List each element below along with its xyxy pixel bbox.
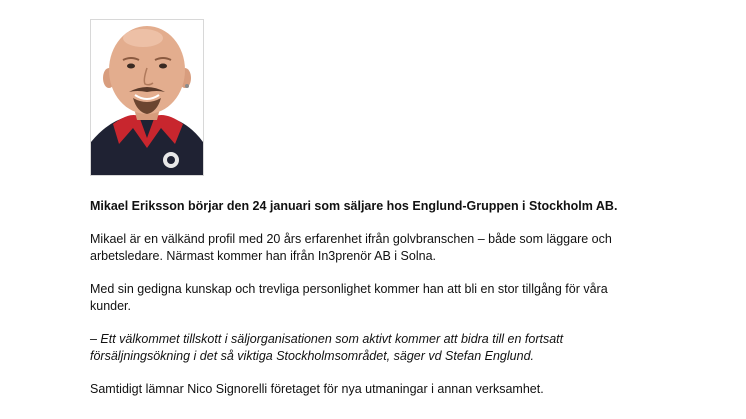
headline: Mikael Eriksson börjar den 24 januari som säljare hos Englund-Gruppen i Stockholm AB. <box>90 199 618 213</box>
portrait-photo <box>90 19 204 176</box>
paragraph-experience: Mikael är en välkänd profil med 20 års erfarenhet ifrån golvbranschen – både som läggare och arbetsledare. Närmast kommer han ifrån In3prenör AB i Solna. <box>90 232 612 263</box>
portrait-illustration <box>91 20 203 175</box>
quote-ceo: – Ett välkommet tillskott i säljorganisationen som aktivt kommer att bidra till en fortsatt försäljningsökning i det så viktiga Stockholmsområdet, säger vd Stefan Englund. <box>90 332 564 363</box>
paragraph-personality: Med sin gedigna kunskap och trevliga personlighet kommer han att bli en stor tillgång för våra kunder. <box>90 282 608 313</box>
paragraph-departure: Samtidigt lämnar Nico Signorelli företaget för nya utmaningar i annan verksamhet. <box>90 382 544 396</box>
